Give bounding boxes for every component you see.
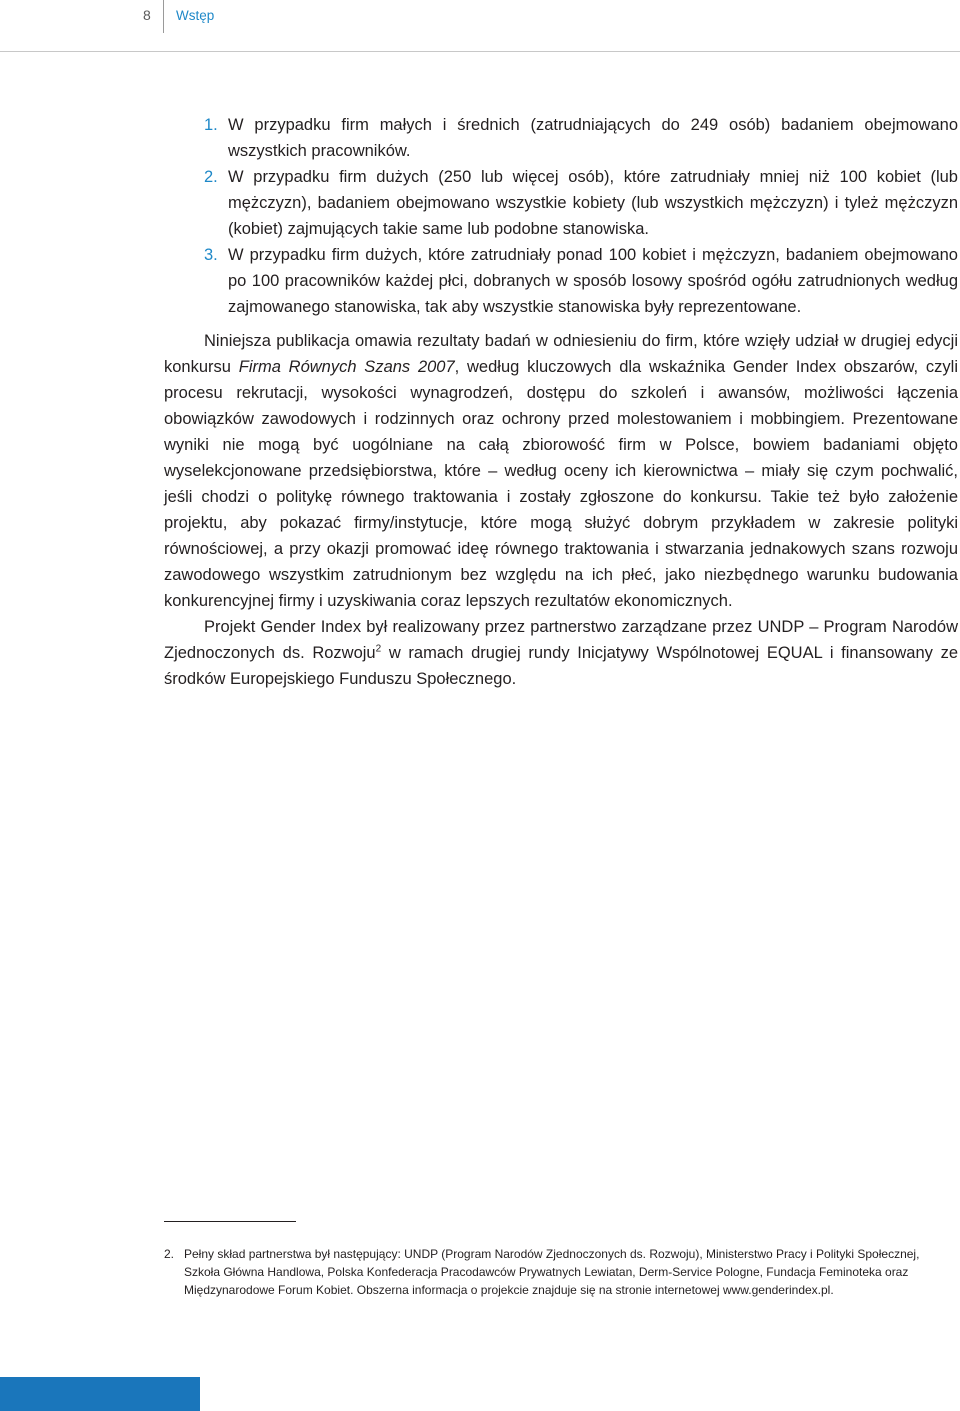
footnote-reference[interactable]: 2 [375, 643, 382, 655]
footnote-number: 2. [164, 1247, 175, 1261]
list-item [164, 112, 958, 164]
body-paragraph [164, 614, 958, 692]
header-rule [0, 51, 960, 52]
header-divider [163, 0, 164, 33]
list-marker: 3. [204, 246, 218, 264]
list-item [164, 242, 958, 320]
paragraph-text: w ramach drugiej rundy Inicjatywy Wspólnotowej EQUAL i finansowany ze środków Europejskiego Funduszu Społecznego. [164, 644, 958, 688]
main-content [164, 112, 958, 692]
body-paragraph [164, 328, 958, 614]
paragraph-text: Projekt Gender Index był realizowany przez partnerstwo zarządzane przez UNDP – Program Narodów Zjednoczonych ds. Rozwoju [164, 618, 958, 662]
list-marker: 2. [204, 168, 218, 186]
footnote-divider [164, 1221, 296, 1222]
methodology-list [164, 112, 958, 320]
corner-decoration [0, 1377, 200, 1411]
list-item [164, 164, 958, 242]
section-title: Wstęp [176, 8, 215, 23]
footnote-text: Pełny skład partnerstwa był następujący: UNDP (Program Narodów Zjednoczonych ds. Rozwoju), Ministerstwo Pracy i Polityki Społecznej, Szkoła Główna Handlowa, Polska Konfederacja Pracodawców Prywatnych Lewiatan, Derm-Service Pologne, Fundacja Feminoteka oraz Międzynarodowe Forum Kobiet. Obszerna informacja o projekcie znajduje się na stronie internetowej www.genderindex.pl. [184, 1247, 920, 1297]
list-item-text: W przypadku firm małych i średnich (zatrudniających do 249 osób) badaniem obejmowano wszystkich pracowników. [228, 116, 958, 160]
paragraph-text: , według kluczowych dla wskaźnika Gender Index obszarów, czyli procesu rekrutacji, wysokości wynagrodzeń, dostępu do szkoleń i awansów, możliwości łączenia obowiązków zawodowych i rodzinnych oraz ochrony przed molestowaniem i mobbingiem. Prezentowane wyniki nie mogą być uogólniane na całą zbiorowość firm w Polsce, bowiem badaniami objęto wyselekcjonowane przedsiębiorstwa, które – według oceny ich kierownictwa – miały się czym pochwalić, jeśli chodzi o politykę równego traktowania i zostały zgłoszone do konkursu. Takie też było założenie projektu, aby pokazać firmy/instytucje, które mogą służyć dobrym przykładem w zakresie polityki równościowej, a przy okazji promować ideę równego traktowania i stwarzania jednakowych szans rozwoju zawodowego wszystkim zatrudnionym bez względu na ich płeć, jako niezbędnego warunku budowania konkurencyjnej firmy i uzyskiwania coraz lepszych rezultatów ekonomicznych. [164, 358, 958, 610]
page-header [0, 0, 960, 52]
page-number: 8 [143, 7, 151, 23]
list-item-text: W przypadku firm dużych (250 lub więcej osób), które zatrudniały mniej niż 100 kobiet (lub mężczyzn), badaniem obejmowano wszystkie kobiety (lub wszystkich mężczyzn) i tyleż mężczyzn (kobiet) zajmujących takie same lub podobne stanowiska. [228, 168, 958, 238]
paragraph-text: Niniejsza publikacja omawia rezultaty badań w odniesieniu do firm, które wzięły udział w drugiej edycji konkursu [164, 332, 958, 376]
list-item-text: W przypadku firm dużych, które zatrudniały ponad 100 kobiet i mężczyzn, badaniem obejmowano po 100 pracowników każdej płci, dobranych w sposób losowy spośród ogółu zatrudnionych według zajmowanego stanowiska, tak aby wszystkie stanowiska były reprezentowane. [228, 246, 958, 316]
list-marker: 1. [204, 116, 218, 134]
footnote [164, 1245, 954, 1299]
contest-title: Firma Równych Szans 2007 [238, 358, 455, 376]
